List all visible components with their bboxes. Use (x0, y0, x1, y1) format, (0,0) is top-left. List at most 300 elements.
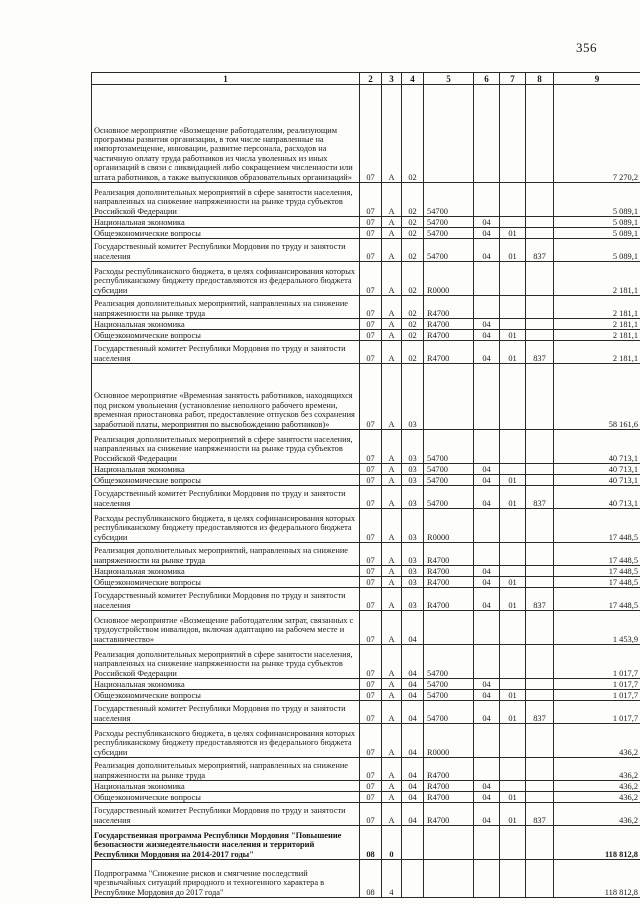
program-code-cell: 07 (360, 724, 382, 758)
section-code-cell: 04 (474, 475, 500, 486)
table-row (92, 330, 640, 341)
amount-cell: 1 453,9 (554, 611, 640, 645)
measure-code-cell: 04 (402, 792, 424, 803)
amount-cell: 2 181,1 (554, 341, 640, 364)
table-row (92, 645, 640, 679)
ministry-code-cell (526, 430, 554, 464)
amount-cell: 5 089,1 (554, 239, 640, 262)
direction-code-cell: 54700 (424, 679, 474, 690)
header-cell: 1 (92, 73, 360, 85)
subprogram-code-cell: А (382, 364, 402, 430)
ministry-code-cell: 837 (526, 239, 554, 262)
ministry-code-cell (526, 679, 554, 690)
section-code-cell (474, 183, 500, 217)
subsection-code-cell (500, 611, 526, 645)
amount-cell: 40 713,1 (554, 486, 640, 509)
header-cell: 2 (360, 73, 382, 85)
ministry-code-cell (526, 85, 554, 183)
measure-code-cell: 04 (402, 724, 424, 758)
table-row (92, 509, 640, 543)
program-code-cell: 08 (360, 860, 382, 898)
ministry-code-cell (526, 319, 554, 330)
section-code-cell: 04 (474, 228, 500, 239)
amount-cell: 1 017,7 (554, 701, 640, 724)
row-name-cell: Расходы республиканского бюджета, в целях софинансирования которых республиканскому бюджету предоставляются из федерального бюджета субсидии (92, 509, 360, 543)
table-row (92, 701, 640, 724)
subprogram-code-cell: А (382, 330, 402, 341)
direction-code-cell (424, 860, 474, 898)
amount-cell: 17 448,5 (554, 543, 640, 566)
program-code-cell: 07 (360, 341, 382, 364)
section-code-cell: 04 (474, 588, 500, 611)
subprogram-code-cell: А (382, 679, 402, 690)
table-row (92, 803, 640, 826)
measure-code-cell: 03 (402, 577, 424, 588)
direction-code-cell: R0000 (424, 262, 474, 296)
subsection-code-cell (500, 724, 526, 758)
ministry-code-cell (526, 364, 554, 430)
table-row (92, 430, 640, 464)
ministry-code-cell (526, 611, 554, 645)
subprogram-code-cell: А (382, 509, 402, 543)
subsection-code-cell: 01 (500, 701, 526, 724)
table-row (92, 543, 640, 566)
measure-code-cell: 04 (402, 679, 424, 690)
section-code-cell: 04 (474, 792, 500, 803)
measure-code-cell: 02 (402, 239, 424, 262)
subsection-code-cell (500, 509, 526, 543)
amount-cell: 1 017,7 (554, 690, 640, 701)
row-name-cell: Общеэкономические вопросы (92, 577, 360, 588)
program-code-cell: 07 (360, 758, 382, 781)
ministry-code-cell (526, 183, 554, 217)
row-name-cell: Общеэкономические вопросы (92, 228, 360, 239)
subprogram-code-cell: А (382, 262, 402, 296)
subsection-code-cell: 01 (500, 486, 526, 509)
amount-cell: 436,2 (554, 758, 640, 781)
row-name-cell: Основное мероприятие «Возмещение работодателям, реализующим программы развития организации, в том числе направленные на импортозамещение, инновации, развитие персонала, расходов на частичную оплату труда работников из числа уволенных из иных организаций в связи с ликвидацией либо сокращением численности или штата работников, а также выпускников образовательных организаций» (92, 85, 360, 183)
section-code-cell (474, 611, 500, 645)
header-row (92, 73, 640, 85)
section-code-cell (474, 430, 500, 464)
subsection-code-cell (500, 262, 526, 296)
subsection-code-cell (500, 826, 526, 860)
subsection-code-cell (500, 860, 526, 898)
measure-code-cell: 03 (402, 588, 424, 611)
section-code-cell: 04 (474, 577, 500, 588)
subsection-code-cell: 01 (500, 341, 526, 364)
direction-code-cell: 54700 (424, 430, 474, 464)
program-code-cell: 07 (360, 183, 382, 217)
direction-code-cell: R4700 (424, 341, 474, 364)
header-cell: 6 (474, 73, 500, 85)
measure-code-cell: 03 (402, 566, 424, 577)
subprogram-code-cell: А (382, 85, 402, 183)
measure-code-cell: 03 (402, 475, 424, 486)
row-name-cell: Национальная экономика (92, 566, 360, 577)
ministry-code-cell (526, 826, 554, 860)
subsection-code-cell (500, 85, 526, 183)
ministry-code-cell: 837 (526, 486, 554, 509)
row-name-cell: Реализация дополнительных мероприятий в сфере занятости населения, направленных на снижение напряженности на рынке труда субъектов Российской Федерации (92, 183, 360, 217)
row-name-cell: Расходы республиканского бюджета, в целях софинансирования которых республиканскому бюджету предоставляются из федерального бюджета субсидии (92, 724, 360, 758)
section-code-cell: 04 (474, 239, 500, 262)
row-name-cell: Общеэкономические вопросы (92, 475, 360, 486)
row-name-cell: Государственный комитет Республики Мордовия по труду и занятости населения (92, 701, 360, 724)
subsection-code-cell: 01 (500, 239, 526, 262)
measure-code-cell: 04 (402, 645, 424, 679)
program-code-cell: 07 (360, 781, 382, 792)
subprogram-code-cell: А (382, 803, 402, 826)
subprogram-code-cell: А (382, 588, 402, 611)
row-name-cell: Основное мероприятие «Временная занятость работников, находящихся под риском увольнения (установление неполного рабочего времени, временная приостановка работ, предоставление отпусков без сохранения заработной платы, мероприятия по высвобождению работников)» (92, 364, 360, 430)
ministry-code-cell (526, 509, 554, 543)
header-cell: 7 (500, 73, 526, 85)
section-code-cell: 04 (474, 781, 500, 792)
measure-code-cell: 03 (402, 509, 424, 543)
amount-cell: 2 181,1 (554, 262, 640, 296)
direction-code-cell: 54700 (424, 645, 474, 679)
ministry-code-cell (526, 475, 554, 486)
subprogram-code-cell: А (382, 319, 402, 330)
table-row (92, 724, 640, 758)
budget-table (91, 72, 640, 898)
amount-cell: 5 089,1 (554, 217, 640, 228)
row-name-cell: Реализация дополнительных мероприятий в сфере занятости населения, направленных на снижение напряженности на рынке труда субъектов Российской Федерации (92, 645, 360, 679)
measure-code-cell: 02 (402, 262, 424, 296)
subsection-code-cell: 01 (500, 588, 526, 611)
subsection-code-cell (500, 566, 526, 577)
table-row (92, 860, 640, 898)
table-row (92, 577, 640, 588)
program-code-cell: 07 (360, 679, 382, 690)
measure-code-cell: 04 (402, 803, 424, 826)
subprogram-code-cell: А (382, 239, 402, 262)
program-code-cell: 07 (360, 475, 382, 486)
program-code-cell: 07 (360, 792, 382, 803)
section-code-cell (474, 645, 500, 679)
table-row (92, 792, 640, 803)
ministry-code-cell (526, 860, 554, 898)
table-row (92, 319, 640, 330)
subsection-code-cell (500, 430, 526, 464)
measure-code-cell: 04 (402, 758, 424, 781)
section-code-cell (474, 262, 500, 296)
amount-cell: 436,2 (554, 792, 640, 803)
header-cell: 3 (382, 73, 402, 85)
ministry-code-cell (526, 330, 554, 341)
ministry-code-cell: 837 (526, 341, 554, 364)
amount-cell: 2 181,1 (554, 330, 640, 341)
amount-cell: 2 181,1 (554, 296, 640, 319)
subprogram-code-cell: А (382, 183, 402, 217)
table-row (92, 239, 640, 262)
measure-code-cell: 02 (402, 296, 424, 319)
direction-code-cell: R4700 (424, 319, 474, 330)
subsection-code-cell (500, 296, 526, 319)
section-code-cell: 04 (474, 464, 500, 475)
table-row (92, 679, 640, 690)
amount-cell: 17 448,5 (554, 509, 640, 543)
measure-code-cell: 04 (402, 611, 424, 645)
program-code-cell: 07 (360, 228, 382, 239)
header-cell: 4 (402, 73, 424, 85)
ministry-code-cell (526, 217, 554, 228)
subsection-code-cell: 01 (500, 475, 526, 486)
row-name-cell: Реализация дополнительных мероприятий, направленных на снижение напряженности на рынке труда (92, 543, 360, 566)
subsection-code-cell (500, 217, 526, 228)
subprogram-code-cell: А (382, 464, 402, 475)
ministry-code-cell: 837 (526, 588, 554, 611)
direction-code-cell: R4700 (424, 543, 474, 566)
subprogram-code-cell: А (382, 701, 402, 724)
subprogram-code-cell: А (382, 645, 402, 679)
table-row (92, 690, 640, 701)
section-code-cell: 04 (474, 217, 500, 228)
amount-cell: 40 713,1 (554, 430, 640, 464)
section-code-cell (474, 543, 500, 566)
subprogram-code-cell: А (382, 690, 402, 701)
row-name-cell: Национальная экономика (92, 217, 360, 228)
measure-code-cell (402, 860, 424, 898)
measure-code-cell: 02 (402, 183, 424, 217)
amount-cell: 436,2 (554, 781, 640, 792)
direction-code-cell: R4700 (424, 588, 474, 611)
section-code-cell (474, 296, 500, 319)
program-code-cell: 08 (360, 826, 382, 860)
section-code-cell: 04 (474, 486, 500, 509)
program-code-cell: 07 (360, 262, 382, 296)
subprogram-code-cell: А (382, 296, 402, 319)
page-number: 356 (576, 40, 597, 55)
table-row (92, 85, 640, 183)
direction-code-cell: 54700 (424, 486, 474, 509)
amount-cell: 17 448,5 (554, 588, 640, 611)
header-cell: 9 (554, 73, 640, 85)
amount-cell: 436,2 (554, 724, 640, 758)
program-code-cell: 07 (360, 364, 382, 430)
row-name-cell: Государственный комитет Республики Мордовия по труду и занятости населения (92, 588, 360, 611)
program-code-cell: 07 (360, 464, 382, 475)
program-code-cell: 07 (360, 330, 382, 341)
section-code-cell (474, 758, 500, 781)
section-code-cell (474, 364, 500, 430)
subsection-code-cell (500, 543, 526, 566)
row-name-cell: Реализация дополнительных мероприятий в сфере занятости населения, направленных на снижение напряженности на рынке труда субъектов Российской Федерации (92, 430, 360, 464)
measure-code-cell (402, 826, 424, 860)
subprogram-code-cell: А (382, 486, 402, 509)
subsection-code-cell: 01 (500, 330, 526, 341)
amount-cell: 436,2 (554, 803, 640, 826)
row-name-cell: Общеэкономические вопросы (92, 690, 360, 701)
direction-code-cell: R4700 (424, 781, 474, 792)
direction-code-cell: R4700 (424, 758, 474, 781)
measure-code-cell: 03 (402, 486, 424, 509)
measure-code-cell: 02 (402, 217, 424, 228)
row-name-cell: Государственный комитет Республики Мордовия по труду и занятости населения (92, 803, 360, 826)
direction-code-cell: 54700 (424, 475, 474, 486)
subsection-code-cell (500, 645, 526, 679)
subprogram-code-cell: А (382, 611, 402, 645)
subprogram-code-cell: А (382, 577, 402, 588)
ministry-code-cell (526, 262, 554, 296)
program-code-cell: 07 (360, 239, 382, 262)
table-row (92, 262, 640, 296)
amount-cell: 118 812,8 (554, 860, 640, 898)
amount-cell: 17 448,5 (554, 566, 640, 577)
ministry-code-cell (526, 645, 554, 679)
row-name-cell: Общеэкономические вопросы (92, 330, 360, 341)
row-name-cell: Расходы республиканского бюджета, в целях софинансирования которых республиканскому бюджету предоставляются из федерального бюджета субсидии (92, 262, 360, 296)
amount-cell: 1 017,7 (554, 645, 640, 679)
subprogram-code-cell: А (382, 475, 402, 486)
direction-code-cell: R0000 (424, 509, 474, 543)
measure-code-cell: 02 (402, 85, 424, 183)
ministry-code-cell (526, 758, 554, 781)
ministry-code-cell: 837 (526, 701, 554, 724)
subsection-code-cell: 01 (500, 803, 526, 826)
direction-code-cell (424, 826, 474, 860)
amount-cell: 5 089,1 (554, 183, 640, 217)
ministry-code-cell (526, 724, 554, 758)
subsection-code-cell (500, 758, 526, 781)
direction-code-cell: 54700 (424, 690, 474, 701)
subprogram-code-cell: 0 (382, 826, 402, 860)
row-name-cell: Национальная экономика (92, 319, 360, 330)
program-code-cell: 07 (360, 645, 382, 679)
row-name-cell: Подпрограмма "Снижение рисков и смягчение последствий чрезвычайных ситуаций природного и техногенного характера в Республике Мордовия до 2017 года" (92, 860, 360, 898)
subsection-code-cell (500, 319, 526, 330)
measure-code-cell: 03 (402, 430, 424, 464)
program-code-cell: 07 (360, 85, 382, 183)
measure-code-cell: 04 (402, 690, 424, 701)
amount-cell: 118 812,8 (554, 826, 640, 860)
direction-code-cell: R4700 (424, 577, 474, 588)
measure-code-cell: 03 (402, 543, 424, 566)
direction-code-cell (424, 611, 474, 645)
amount-cell: 40 713,1 (554, 475, 640, 486)
table-row (92, 183, 640, 217)
program-code-cell: 07 (360, 690, 382, 701)
ministry-code-cell (526, 543, 554, 566)
table-row (92, 217, 640, 228)
row-name-cell: Общеэкономические вопросы (92, 792, 360, 803)
amount-cell: 5 089,1 (554, 228, 640, 239)
program-code-cell: 07 (360, 803, 382, 826)
program-code-cell: 07 (360, 486, 382, 509)
program-code-cell: 07 (360, 701, 382, 724)
table-row (92, 228, 640, 239)
table-row (92, 464, 640, 475)
ministry-code-cell (526, 577, 554, 588)
row-name-cell: Национальная экономика (92, 464, 360, 475)
header-cell: 5 (424, 73, 474, 85)
section-code-cell: 04 (474, 330, 500, 341)
amount-cell: 7 270,2 (554, 85, 640, 183)
subprogram-code-cell: А (382, 566, 402, 577)
program-code-cell: 07 (360, 588, 382, 611)
measure-code-cell: 02 (402, 330, 424, 341)
table-row (92, 296, 640, 319)
subprogram-code-cell: А (382, 341, 402, 364)
direction-code-cell: 54700 (424, 239, 474, 262)
subprogram-code-cell: А (382, 430, 402, 464)
table-row (92, 364, 640, 430)
table-row (92, 758, 640, 781)
direction-code-cell: 54700 (424, 701, 474, 724)
subprogram-code-cell: А (382, 543, 402, 566)
row-name-cell: Государственный комитет Республики Мордовия по труду и занятости населения (92, 486, 360, 509)
program-code-cell: 07 (360, 296, 382, 319)
direction-code-cell: R4700 (424, 792, 474, 803)
subsection-code-cell (500, 679, 526, 690)
section-code-cell: 04 (474, 319, 500, 330)
program-code-cell: 07 (360, 319, 382, 330)
direction-code-cell: 54700 (424, 183, 474, 217)
measure-code-cell: 02 (402, 319, 424, 330)
ministry-code-cell (526, 781, 554, 792)
direction-code-cell: 54700 (424, 228, 474, 239)
table-row (92, 566, 640, 577)
section-code-cell: 04 (474, 341, 500, 364)
subsection-code-cell: 01 (500, 228, 526, 239)
row-name-cell: Национальная экономика (92, 679, 360, 690)
measure-code-cell: 02 (402, 341, 424, 364)
row-name-cell: Национальная экономика (92, 781, 360, 792)
subsection-code-cell: 01 (500, 792, 526, 803)
direction-code-cell: 54700 (424, 217, 474, 228)
row-name-cell: Реализация дополнительных мероприятий, направленных на снижение напряженности на рынке труда (92, 296, 360, 319)
amount-cell: 17 448,5 (554, 577, 640, 588)
subprogram-code-cell: А (382, 228, 402, 239)
measure-code-cell: 03 (402, 464, 424, 475)
subprogram-code-cell: А (382, 781, 402, 792)
section-code-cell (474, 860, 500, 898)
direction-code-cell: 54700 (424, 464, 474, 475)
table-row (92, 341, 640, 364)
table-row (92, 588, 640, 611)
program-code-cell: 07 (360, 566, 382, 577)
section-code-cell: 04 (474, 679, 500, 690)
program-code-cell: 07 (360, 509, 382, 543)
measure-code-cell: 04 (402, 781, 424, 792)
ministry-code-cell: 837 (526, 803, 554, 826)
direction-code-cell (424, 364, 474, 430)
row-name-cell: Государственный комитет Республики Мордовия по труду и занятости населения (92, 239, 360, 262)
direction-code-cell: R4700 (424, 296, 474, 319)
measure-code-cell: 04 (402, 701, 424, 724)
subsection-code-cell: 01 (500, 690, 526, 701)
program-code-cell: 07 (360, 430, 382, 464)
section-code-cell: 04 (474, 701, 500, 724)
table-row (92, 826, 640, 860)
ministry-code-cell (526, 228, 554, 239)
direction-code-cell: R4700 (424, 566, 474, 577)
row-name-cell: Государственный комитет Республики Мордовия по труду и занятости населения (92, 341, 360, 364)
subprogram-code-cell: 4 (382, 860, 402, 898)
measure-code-cell: 02 (402, 228, 424, 239)
program-code-cell: 07 (360, 611, 382, 645)
table-row (92, 781, 640, 792)
table-row (92, 475, 640, 486)
direction-code-cell: R0000 (424, 724, 474, 758)
subprogram-code-cell: А (382, 792, 402, 803)
program-code-cell: 07 (360, 217, 382, 228)
amount-cell: 40 713,1 (554, 464, 640, 475)
subprogram-code-cell: А (382, 217, 402, 228)
direction-code-cell: R4700 (424, 330, 474, 341)
table-row (92, 611, 640, 645)
